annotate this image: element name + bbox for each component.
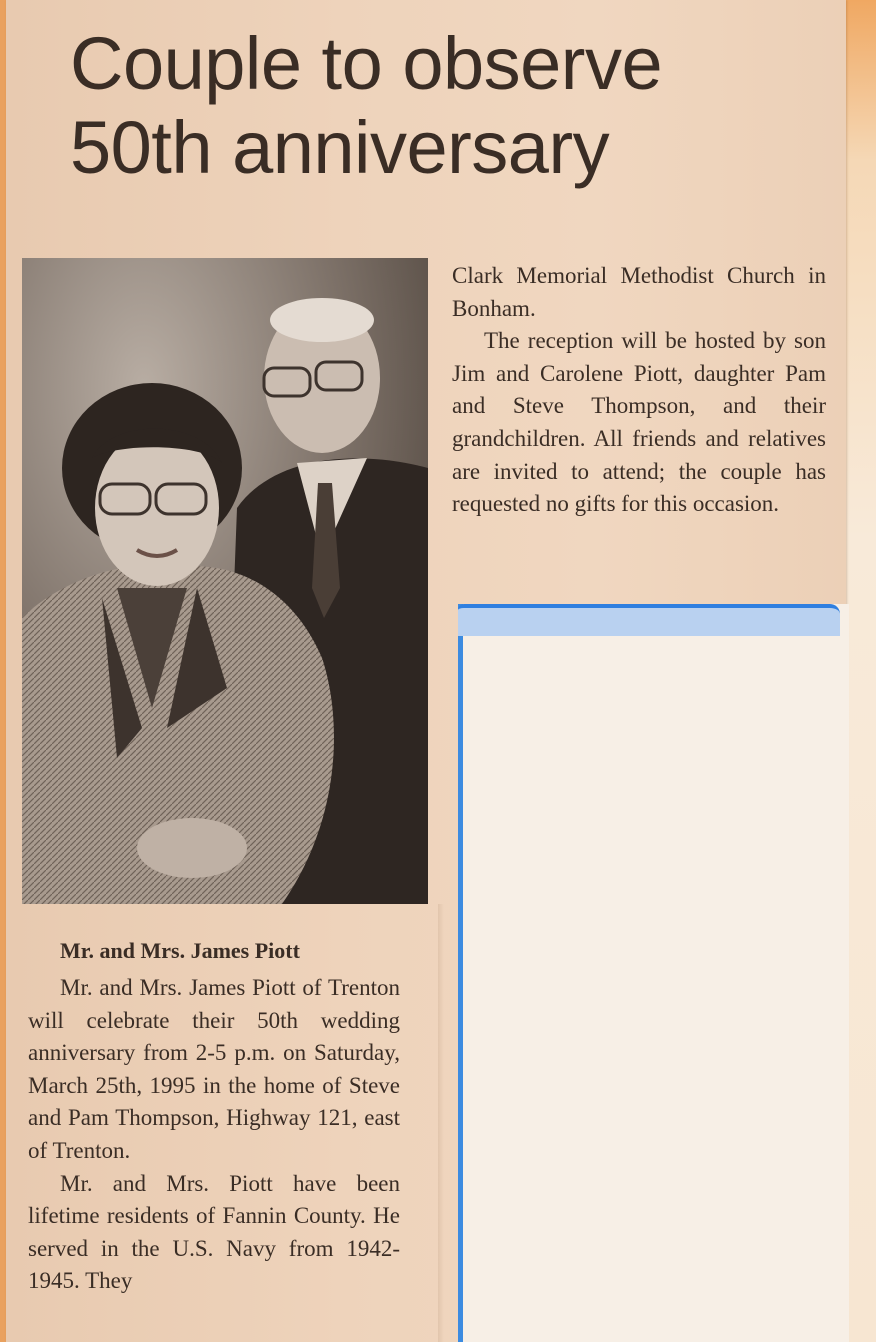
headline-line-2: 50th anniversary bbox=[70, 106, 610, 189]
paragraph: Clark Memorial Methodist Church in Bonham. bbox=[452, 263, 826, 321]
paragraph: The reception will be hosted by son Jim and Carolene Piott, daughter Pam and Steve Thompson, and their grandchildren. All friends and relatives are invited to attend; the couple has requested no gifts for this occasion. bbox=[452, 328, 826, 517]
blue-box-top-edge bbox=[458, 604, 840, 636]
blue-bordered-box bbox=[458, 604, 849, 1342]
headline bbox=[70, 22, 662, 190]
article-column-right bbox=[452, 260, 826, 521]
paragraph: Mr. and Mrs. James Piott of Trenton will celebrate their 50th wedding anniversary from 2-5 p.m. on Saturday, March 25th, 1995 in the home of Steve and Pam Thompson, Highway 121, east of Trenton. bbox=[28, 975, 400, 1163]
headline-line-1: Couple to observe bbox=[70, 22, 663, 105]
photo-caption: Mr. and Mrs. James Piott bbox=[60, 938, 300, 963]
paragraph: Mr. and Mrs. Piott have been lifetime residents of Fannin County. He served in the U.S. Navy from 1942-1945. They bbox=[28, 1170, 400, 1294]
couple-photo bbox=[22, 258, 428, 904]
article-column-left bbox=[28, 972, 400, 1298]
fold-shadow bbox=[438, 904, 444, 1342]
